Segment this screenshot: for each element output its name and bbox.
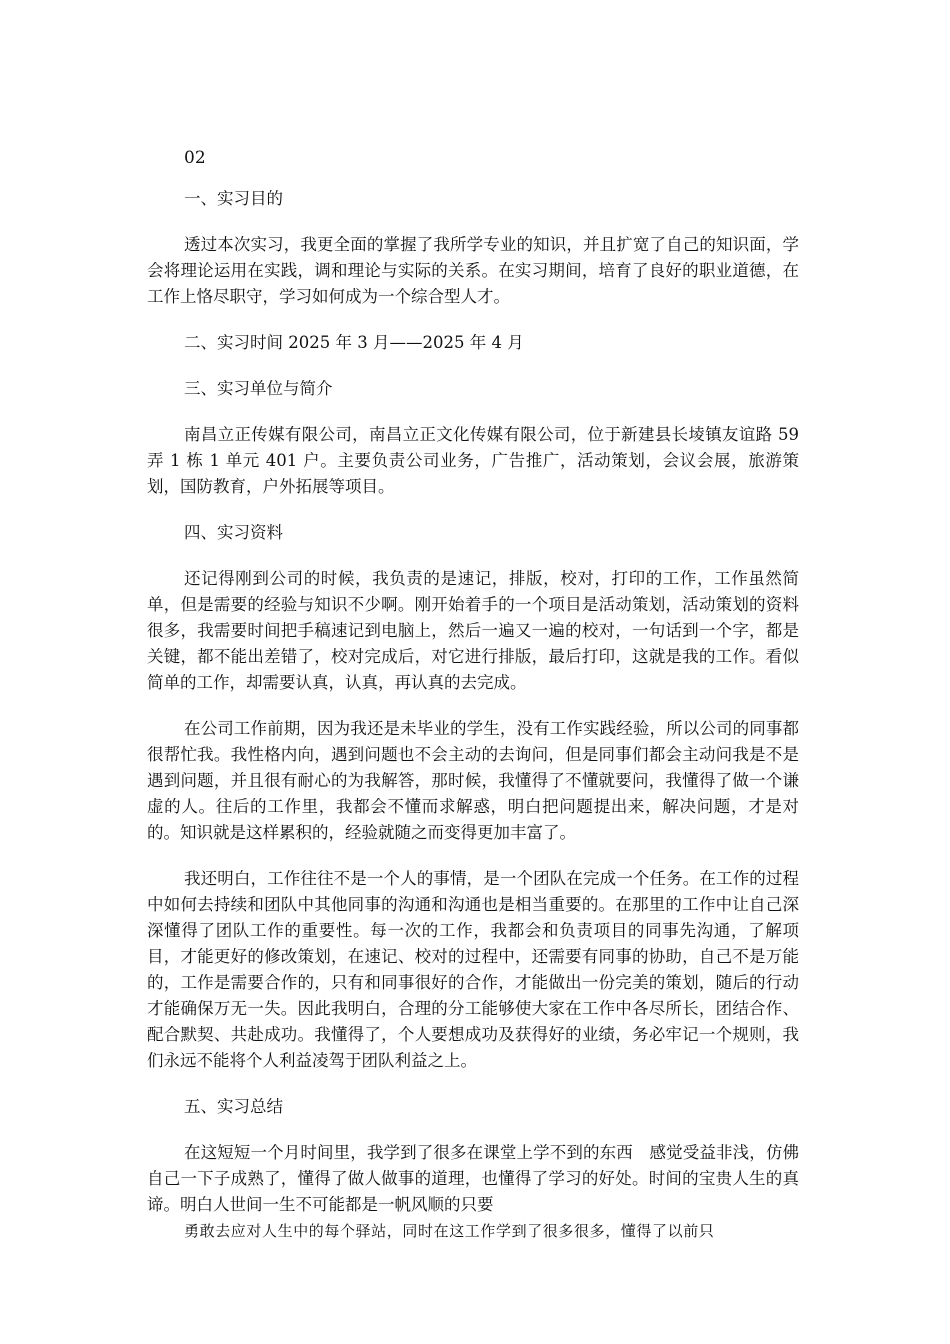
document-body: [147, 186, 799, 1244]
section-heading-summary: 五、实习总结: [184, 1097, 283, 1116]
paragraph-purpose: 透过本次实习，我更全面的掌握了我所学专业的知识，并且扩宽了自己的知识面，学会将理论运用在实践，调和理论与实际的关系。在实习期间，培育了良好的职业道德，在工作上恪尽职守，学习如何成为一个综合型人才。: [147, 235, 799, 306]
paragraph-summary-text: 在这短短一个月时间里，我学到了很多在课堂上学不到的东西 感觉受益非浅，仿佛自己一下子成熟了，懂得了做人做事的道理，也懂得了学习的好处。时间的宝贵人生的真谛。明白人世间一生不可能都是一帆风顺的只要: [147, 1143, 799, 1214]
paragraph-materials-1: 还记得刚到公司的时候，我负责的是速记，排版，校对，打印的工作，工作虽然简单，但是需要的经验与知识不少啊。刚开始着手的一个项目是活动策划，活动策划的资料很多，我需要时间把手稿速记到电脑上，然后一遍又一遍的校对，一句话到一个字，都是关键，都不能出差错了，校对完成后，对它进行排版，最后打印，这就是我的工作。看似简单的工作，却需要认真，认真，再认真的去完成。: [147, 569, 799, 692]
section-heading-unit: 三、实习单位与简介: [184, 379, 333, 398]
section-heading-time: 二、实习时间 2025 年 3 月——2025 年 4 月: [184, 333, 524, 352]
paragraph-materials-2: 在公司工作前期，因为我还是未毕业的学生，没有工作实践经验，所以公司的同事都很帮忙我。我性格内向，遇到问题也不会主动的去询问，但是同事们都会主动问我是不是遇到问题，并且很有耐心的为我解答，那时候，我懂得了不懂就要问，我懂得了做一个谦虚的人。往后的工作里，我都会不懂而求解惑，明白把问题提出来，解决问题，才是对的。知识就是这样累积的，经验就随之而变得更加丰富了。: [147, 719, 799, 842]
section-heading-materials: 四、实习资料: [184, 523, 283, 542]
page-number: 02: [184, 148, 206, 168]
paragraph-summary: [147, 1140, 799, 1244]
paragraph-materials-3: 我还明白，工作往往不是一个人的事情，是一个团队在完成一个任务。在工作的过程中如何去持续和团队中其他同事的沟通和沟通也是相当重要的。在那里的工作中让自己深深懂得了团队工作的重要性。每一次的工作，我都会和负责项目的同事先沟通，了解项目，才能更好的修改策划，在速记、校对的过程中，还需要有同事的协助，自己不是万能的，工作是需要合作的，只有和同事很好的合作，才能做出一份完美的策划，随后的行动才能确保万无一失。因此我明白，合理的分工能够使大家在工作中各尽所长，团结合作、配合默契、共赴成功。我懂得了，个人要想成功及获得好的业绩，务必牢记一个规则，我们永远不能将个人利益凌驾于团队利益之上。: [147, 869, 799, 1070]
paragraph-unit: 南昌立正传媒有限公司，南昌立正文化传媒有限公司，位于新建县长堎镇友谊路 59 弄 1 栋 1 单元 401 户。主要负责公司业务，广告推广，活动策划，会议会展，旅游策划，国防教育，户外拓展等项目。: [147, 425, 799, 496]
section-heading-purpose: 一、实习目的: [184, 189, 283, 208]
paragraph-summary-tail-line: 勇敢去应对人生中的每个驿站，同时在这工作学到了很多很多，懂得了以前只: [184, 1222, 715, 1240]
